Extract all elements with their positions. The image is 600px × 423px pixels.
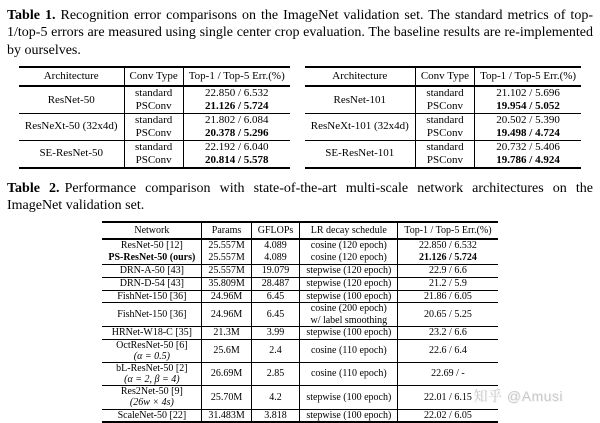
- params-cell: 26.69M: [202, 362, 251, 385]
- conv-type-cell: PSConv: [415, 154, 474, 168]
- network-cell: FishNet-150 [36]: [102, 303, 201, 326]
- table-row: [102, 264, 497, 277]
- error-cell: 21.2 / 5.9: [398, 277, 498, 290]
- conv-type-cell: PSConv: [124, 154, 183, 168]
- error-cell: 20.732 / 5.406: [475, 140, 582, 153]
- conv-type-cell: standard: [124, 113, 183, 126]
- lr-schedule-cell: stepwise (120 epoch): [300, 264, 398, 277]
- lr-schedule-cell: cosine (110 epoch): [300, 362, 398, 385]
- conv-type-cell: standard: [415, 140, 474, 153]
- table-header: [19, 67, 290, 86]
- table-row: [19, 86, 290, 100]
- error-cell: 20.502 / 5.390: [475, 113, 582, 126]
- gflops-cell: 4.2: [251, 386, 300, 409]
- network-cell: HRNet-W18-C [35]: [102, 326, 201, 339]
- network-cell: FishNet-150 [36]: [102, 290, 201, 303]
- architecture-cell: SE-ResNet-50: [19, 140, 124, 167]
- gflops-cell: 3.99: [251, 326, 300, 339]
- error-cell: 22.850 / 6.532: [183, 86, 290, 100]
- params-cell: 25.6M: [202, 339, 251, 362]
- table-row: [305, 140, 581, 153]
- table-row: [102, 326, 497, 339]
- network-config: (26w × 4s): [129, 397, 174, 409]
- table-row: [19, 113, 290, 126]
- error-cell: 19.498 / 4.724: [475, 127, 582, 140]
- gflops-cell: 2.4: [251, 339, 300, 362]
- conv-type-cell: standard: [415, 113, 474, 126]
- error-cell: 21.126 / 5.724: [183, 100, 290, 113]
- column-header: Top-1 / Top-5 Err.(%): [475, 67, 582, 86]
- error-cell: 21.802 / 6.084: [183, 113, 290, 126]
- table-row: [102, 277, 497, 290]
- table-row: [305, 86, 581, 100]
- error-cell: 20.814 / 5.578: [183, 154, 290, 168]
- header-row: [102, 222, 497, 240]
- architecture-cell: ResNet-101: [305, 86, 416, 113]
- column-header: GFLOPs: [251, 222, 300, 240]
- conv-type-cell: PSConv: [124, 100, 183, 113]
- table-row: [102, 290, 497, 303]
- table-row: [102, 362, 497, 385]
- table2: [102, 221, 497, 423]
- table2-caption-text: Performance comparison with state-of-the-art multi-scale network architectures on the ImageNet validation set.: [7, 180, 593, 214]
- column-header: Architecture: [305, 67, 416, 86]
- error-cell: 22.6 / 6.4: [398, 339, 498, 362]
- table-row: [102, 339, 497, 362]
- params-cell: 31.483M: [202, 409, 251, 422]
- lr-line1: cosine (200 epoch): [310, 303, 387, 315]
- error-cell: 22.01 / 6.15: [398, 386, 498, 409]
- network-config: (α = 2, β = 4): [124, 374, 180, 386]
- error-cell: 23.2 / 6.6: [398, 326, 498, 339]
- lr-schedule-cell: stepwise (100 epoch): [300, 386, 398, 409]
- network-name: bL-ResNet-50 [2]: [116, 362, 188, 374]
- conv-type-cell: standard: [124, 86, 183, 100]
- params-cell: 35.809M: [202, 277, 251, 290]
- error-cell: 21.102 / 5.696: [475, 86, 582, 100]
- error-cell: 22.9 / 6.6: [398, 264, 498, 277]
- error-cell: 22.850 / 6.532: [398, 239, 498, 252]
- params-cell: 25.70M: [202, 386, 251, 409]
- table-row: [102, 303, 497, 326]
- params-cell: 24.96M: [202, 303, 251, 326]
- network-cell: PS-ResNet-50 (ours): [108, 252, 196, 264]
- network-cell: ResNet-50 [12]: [120, 240, 183, 252]
- network-cell: DRN-A-50 [43]: [102, 264, 201, 277]
- table1-right: [305, 66, 581, 169]
- gflops-cell: 4.089: [251, 252, 300, 264]
- table-header: [305, 67, 581, 86]
- conv-type-cell: PSConv: [415, 100, 474, 113]
- params-cell: 24.96M: [202, 290, 251, 303]
- conv-type-cell: PSConv: [415, 127, 474, 140]
- gflops-cell: 3.818: [251, 409, 300, 422]
- lr-line2: w/ label smoothing: [310, 314, 388, 326]
- gflops-cell: 6.45: [251, 303, 300, 326]
- table1-caption-label: Table 1.: [7, 8, 56, 23]
- lr-schedule-cell: stepwise (120 epoch): [300, 277, 398, 290]
- architecture-cell: SE-ResNet-101: [305, 140, 416, 167]
- column-header: Network: [102, 222, 201, 240]
- lr-schedule-cell: stepwise (100 epoch): [300, 409, 398, 422]
- table-row: [102, 239, 497, 252]
- table1-caption: [7, 7, 593, 59]
- table1-left: [19, 66, 290, 169]
- lr-schedule-cell: cosine (110 epoch): [300, 339, 398, 362]
- table1-left-table: [19, 66, 290, 169]
- table2-caption-label: Table 2.: [7, 180, 60, 196]
- error-cell: 21.86 / 6.05: [398, 290, 498, 303]
- gflops-cell: 19.079: [251, 264, 300, 277]
- network-cell: DRN-D-54 [43]: [102, 277, 201, 290]
- table1-right-table: [305, 66, 581, 169]
- table-row: [102, 252, 497, 264]
- params-cell: 25.557M: [202, 252, 251, 264]
- column-header: LR decay schedule: [300, 222, 398, 240]
- header-row: [305, 67, 581, 86]
- network-cell: ScaleNet-50 [22]: [102, 409, 201, 422]
- table-row: [305, 113, 581, 126]
- error-cell: 21.126 / 5.724: [398, 252, 498, 264]
- table-row: [102, 409, 497, 422]
- lr-schedule-cell: stepwise (100 epoch): [300, 290, 398, 303]
- column-header: Top-1 / Top-5 Err.(%): [183, 67, 290, 86]
- table-header: [102, 222, 497, 240]
- architecture-cell: ResNeXt-101 (32x4d): [305, 113, 416, 140]
- table1-caption-text: Recognition error comparisons on the ImageNet validation set. The standard metrics of top-1/top-5 errors are measured using single center crop evaluation. The baseline results are re-implemented by ourselves.: [7, 8, 593, 58]
- lr-schedule-cell: stepwise (100 epoch): [300, 326, 398, 339]
- gflops-cell: 28.487: [251, 277, 300, 290]
- network-config: (α = 0.5): [133, 350, 170, 362]
- column-header: Top-1 / Top-5 Err.(%): [398, 222, 498, 240]
- table-body: [19, 86, 290, 168]
- gflops-cell: 2.85: [251, 362, 300, 385]
- conv-type-cell: PSConv: [124, 127, 183, 140]
- table-row: [19, 140, 290, 153]
- column-header: Params: [202, 222, 251, 240]
- header-row: [19, 67, 290, 86]
- gflops-cell: 4.089: [251, 239, 300, 252]
- params-cell: 21.3M: [202, 326, 251, 339]
- params-cell: 25.557M: [202, 239, 251, 252]
- network-cell: [102, 339, 201, 362]
- error-cell: 22.02 / 6.05: [398, 409, 498, 422]
- table1-container: [0, 66, 600, 169]
- column-header: Conv Type: [415, 67, 474, 86]
- error-cell: 20.378 / 5.296: [183, 127, 290, 140]
- lr-schedule-cell: [300, 303, 398, 326]
- error-cell: 19.954 / 5.052: [475, 100, 582, 113]
- table-body: [102, 239, 497, 422]
- conv-type-cell: standard: [124, 140, 183, 153]
- params-cell: 25.557M: [202, 264, 251, 277]
- error-cell: 22.192 / 6.040: [183, 140, 290, 153]
- error-cell: 22.69 / -: [398, 362, 498, 385]
- network-cell: [102, 362, 201, 385]
- watermark: 知乎 @Amusi: [473, 388, 563, 404]
- table-body: [305, 86, 581, 168]
- network-name: OctResNet-50 [6]: [116, 339, 188, 351]
- error-cell: 19.786 / 4.924: [475, 154, 582, 168]
- column-header: Architecture: [19, 67, 124, 86]
- lr-schedule-cell: cosine (120 epoch): [300, 239, 398, 252]
- error-cell: 20.65 / 5.25: [398, 303, 498, 326]
- table2-caption: [7, 180, 593, 215]
- architecture-cell: ResNet-50: [19, 86, 124, 113]
- conv-type-cell: standard: [415, 86, 474, 100]
- lr-schedule-cell: cosine (120 epoch): [300, 252, 398, 264]
- column-header: Conv Type: [124, 67, 183, 86]
- network-name: Res2Net-50 [9]: [120, 386, 183, 398]
- architecture-cell: ResNeXt-50 (32x4d): [19, 113, 124, 140]
- gflops-cell: 6.45: [251, 290, 300, 303]
